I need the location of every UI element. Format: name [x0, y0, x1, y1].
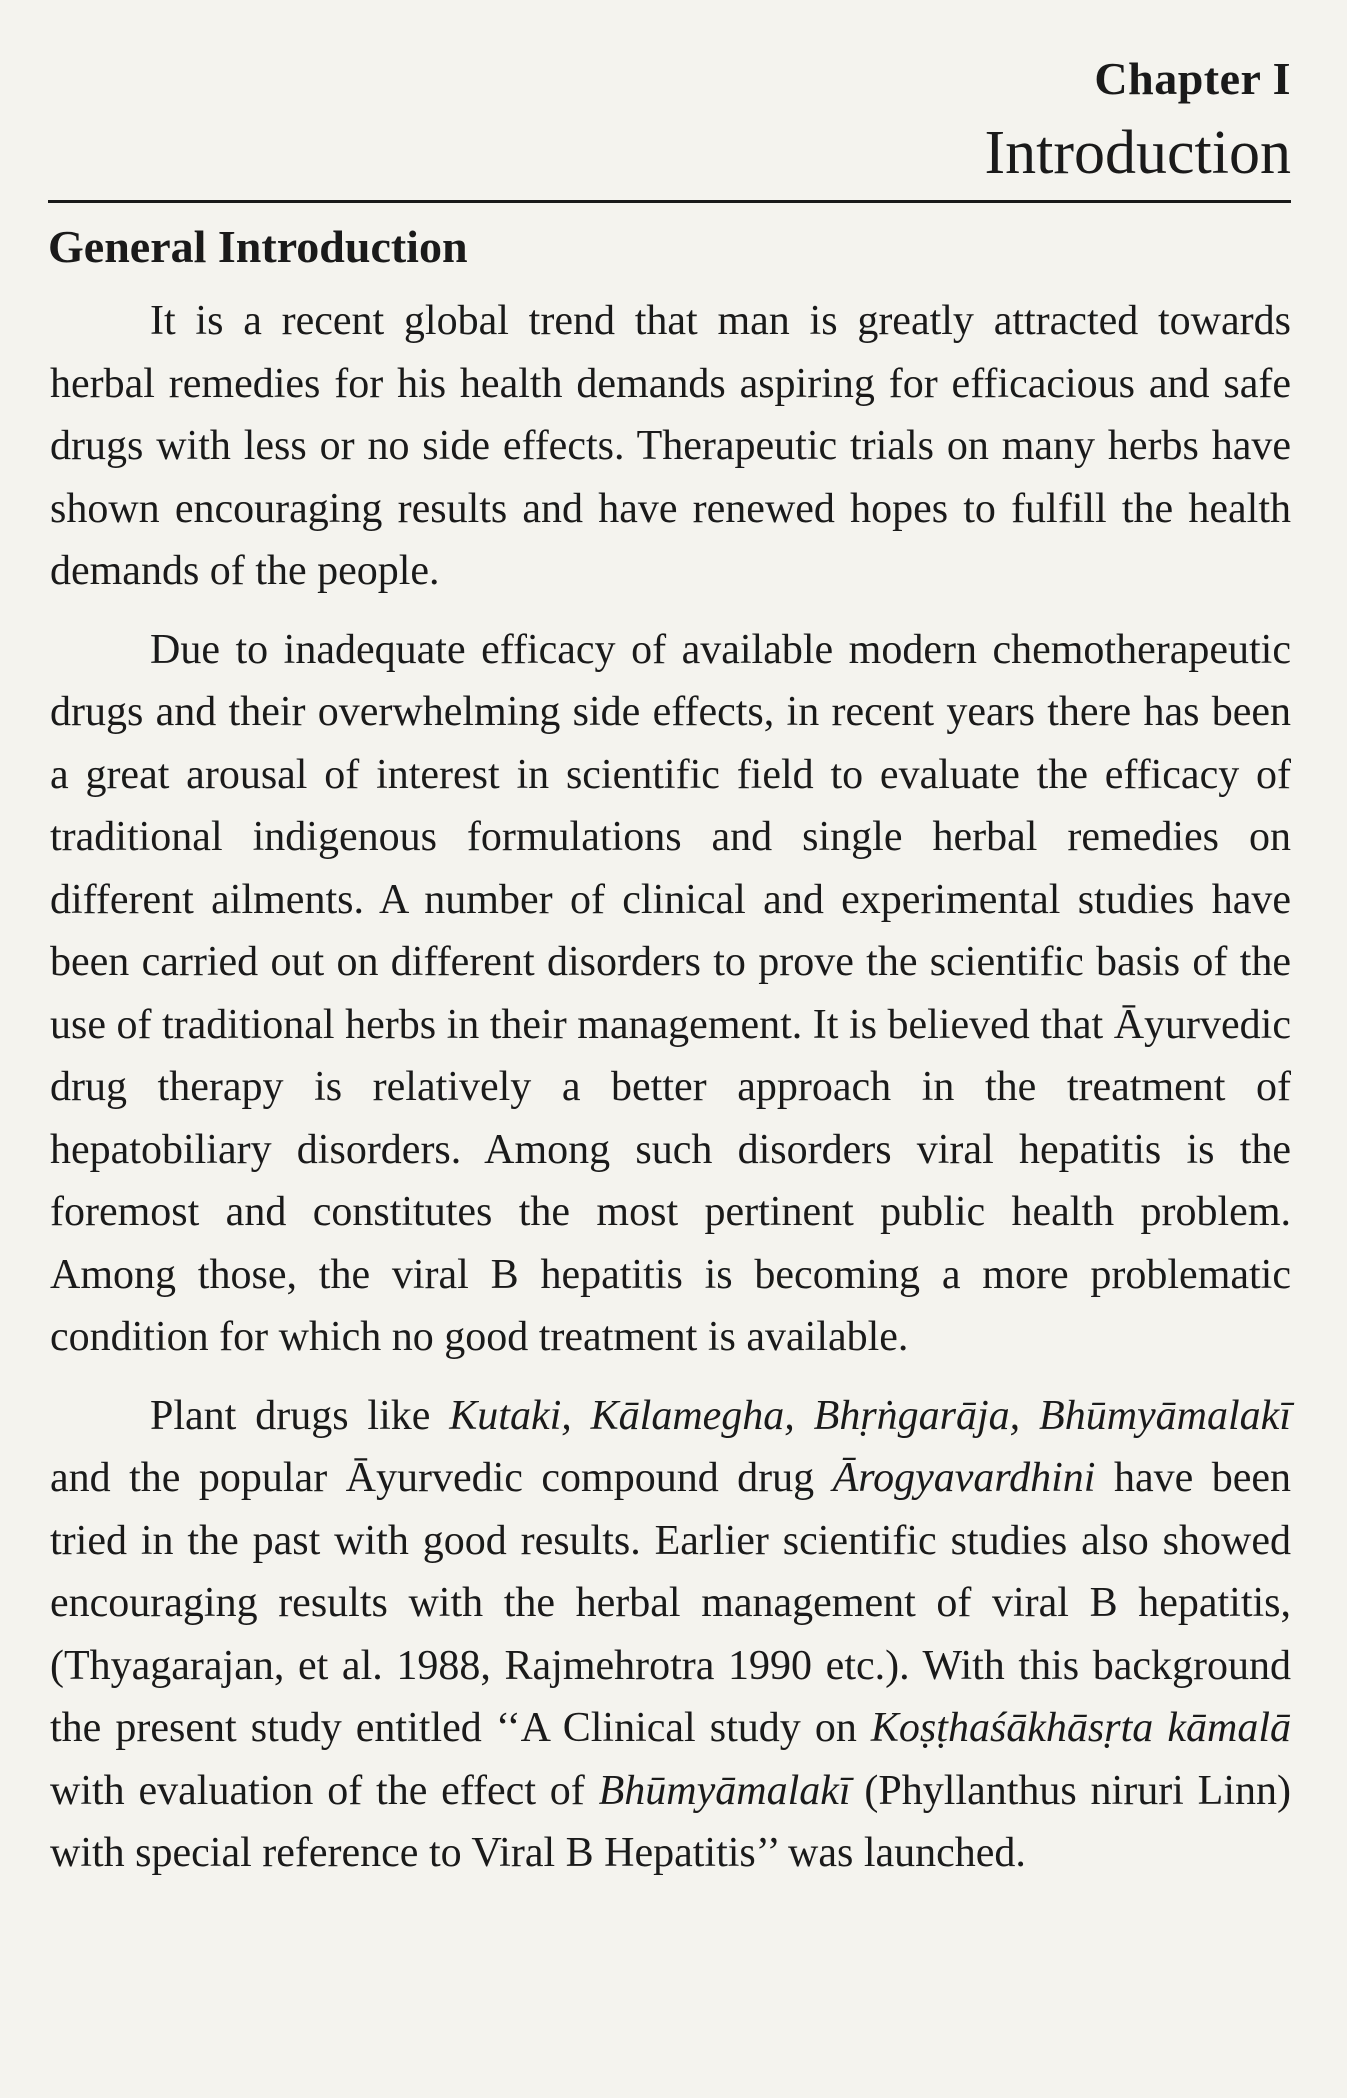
text-run: (Phyllanthus niruri Linn) with special reference to Viral B Hepatitis’’ was launched.: [50, 1767, 1291, 1876]
italic-term: Ārogyavardhini: [832, 1455, 1096, 1501]
chapter-label: Chapter I: [1094, 53, 1291, 104]
italic-term: Koṣṭhaśākhāsṛta kāmalā: [870, 1705, 1291, 1751]
paragraph: [50, 619, 1291, 1369]
text-run: Plant drugs like: [150, 1392, 450, 1439]
header-divider: [48, 200, 1291, 203]
text-run: with evaluation of the effect of: [50, 1767, 599, 1814]
text-run: and the popular Āyurvedic compound drug: [50, 1455, 833, 1501]
italic-term: Kutaki, Kālamegha, Bhṛṅgarāja, Bhūmyāmalakī: [449, 1392, 1291, 1439]
text-run: Due to inadequate efficacy of available modern chemotherapeutic drugs and their overwhelming side effects, in recent years there has been a great arousal of interest in scientific field to evaluate the efficacy of traditional indigenous formulations and single herbal remedies on different ailments. A number of clinical and experimental studies have been carried out on different disorders to prove the scientific basis of the use of traditional herbs in their management. It is believed that Āyurvedic drug therapy is relatively a better approach in the treatment of hepatobiliary disorders. Among such disorders viral hepatitis is the foremost and constitutes the most pertinent public health problem. Among those, the viral B hepatitis is becoming a more problematic condition for which no good treatment is available.: [50, 626, 1291, 1360]
italic-term: Bhūmyāmalakī: [598, 1767, 851, 1814]
body-text: [50, 290, 1291, 1885]
section-heading: General Introduction: [48, 221, 468, 272]
paragraph: [50, 1385, 1291, 1885]
chapter-title: Introduction: [984, 119, 1291, 187]
text-run: have been tried in the past with good results. Earlier scientific studies also showed encouraging results with the herbal management of viral B hepatitis, (Thyagarajan, et al. 1988, Rajmehrotra 1990 etc.). With this background the present study entitled ‘‘A Clinical study on: [50, 1455, 1291, 1751]
paragraph: [50, 290, 1291, 603]
text-run: It is a recent global trend that man is greatly attracted towards herbal remedies for his health demands aspiring for efficacious and safe drugs with less or no side effects. Therapeutic trials on many herbs have shown encouraging results and have renewed hopes to fulfill the health demands of the people.: [50, 298, 1291, 594]
